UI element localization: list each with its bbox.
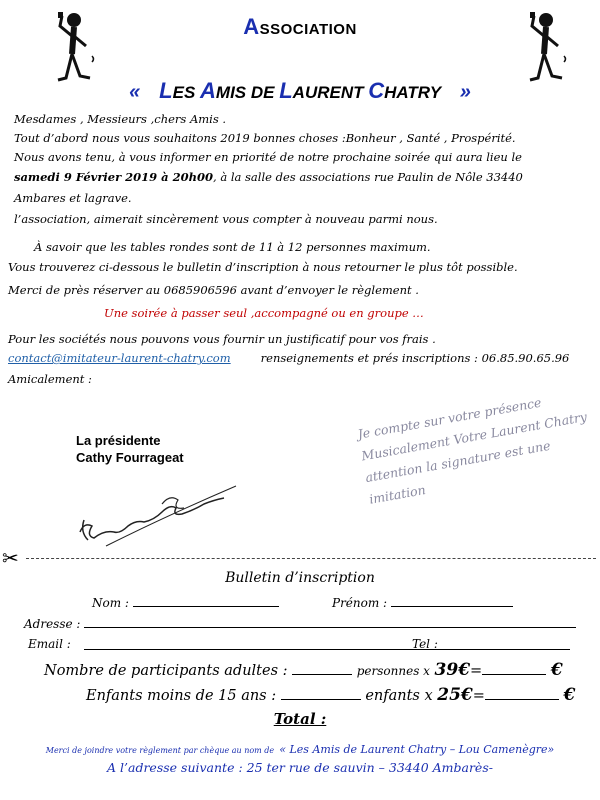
association-title-rest: SSOCIATION: [259, 21, 357, 38]
children-count-field[interactable]: [281, 687, 361, 700]
association-title-initial: A: [243, 14, 260, 39]
name-rest: HATRY: [384, 83, 441, 102]
name-rest: MIS DE: [215, 83, 280, 102]
adults-row: [44, 660, 563, 680]
event-date: samedi 9 Février 2019 à 20h00: [14, 170, 214, 184]
cut-line: [26, 558, 596, 559]
letter-line: Vous trouverez ci-dessous le bulletin d’inscription à nous retourner le plus tôt possible.: [8, 260, 518, 274]
closing: Amicalement :: [8, 372, 92, 386]
letter-line: Pour les sociétés nous pouvons vous fournir un justificatif pour vos frais .: [8, 332, 436, 346]
event-venue: , à la salle des associations rue Paulin de Nôle 33440: [213, 170, 523, 184]
nom-row: [92, 594, 279, 610]
adresse-row: [24, 615, 576, 631]
name-close-quote: »: [459, 81, 471, 103]
name-rest: ES: [172, 83, 201, 102]
total-label: [0, 710, 600, 728]
prenom-row: [332, 594, 513, 610]
adresse-field[interactable]: [84, 615, 576, 628]
adults-label: Nombre de participants adultes :: [44, 663, 288, 679]
event-date-line: [14, 168, 523, 187]
name-rest: AURENT: [292, 83, 369, 102]
handwritten-note-text: Je compte sur votre présence Musicalement Votre Laurent Chatry attention la signature est une imitation: [356, 394, 589, 507]
name-cap: A: [200, 78, 216, 103]
phone-info: renseignements et prés inscriptions : 06.85.90.65.96: [260, 351, 570, 365]
prenom-field[interactable]: [391, 594, 513, 607]
payment-instructions: [0, 738, 600, 757]
president-signature: [66, 474, 246, 554]
tagline: Une soirée à passer seul ,accompagné ou en groupe …: [104, 306, 424, 320]
children-row: [86, 685, 575, 705]
name-cap: L: [159, 78, 173, 103]
president-title: La présidente: [76, 433, 161, 448]
nom-label: Nom :: [92, 596, 129, 610]
association-title: [0, 14, 600, 40]
letter-line: Tout d’abord nous vous souhaitons 2019 bonnes choses :Bonheur , Santé , Prospérité.: [14, 131, 516, 145]
letter-line: l’association, aimerait sincèrement vous compter à nouveau parmi nous.: [14, 212, 438, 226]
handwritten-note: [356, 384, 600, 552]
email-field[interactable]: [84, 649, 570, 650]
name-open-quote: «: [129, 81, 141, 103]
adults-count-field[interactable]: [292, 662, 352, 675]
mailing-address: A l’adresse suivante : 25 ter rue de sauvin – 33440 Ambarès-: [107, 760, 493, 775]
contact-email-link[interactable]: contact@imitateur-laurent-chatry.com: [8, 351, 231, 365]
email-row: [28, 637, 71, 651]
letter-line: Mesdames , Messieurs ,chers Amis .: [14, 112, 227, 126]
email-label: Email :: [28, 637, 71, 651]
association-name: [0, 78, 600, 104]
scissors-icon: ✂: [2, 546, 19, 570]
adults-unit: personnes x: [356, 664, 430, 678]
name-cap: L: [279, 78, 293, 103]
total-label-text: Total :: [273, 710, 327, 728]
letter-line: Nous avons tenu, à vous informer en priorité de notre prochaine soirée qui aura lieu le: [14, 150, 522, 164]
adults-price: 39€: [434, 660, 471, 680]
children-price: 25€: [437, 685, 473, 705]
letter-line: Merci de près réserver au 0685906596 avant d’envoyer le règlement .: [8, 283, 419, 297]
children-unit: enfants x: [365, 688, 433, 704]
letter-line: À savoir que les tables rondes sont de 11 à 12 personnes maximum.: [34, 240, 431, 254]
currency-symbol: €: [550, 660, 563, 680]
prenom-label: Prénom :: [332, 596, 388, 610]
payee-name: « Les Amis de Laurent Chatry – Lou Camenègre»: [279, 743, 555, 756]
tel-label: Tel :: [412, 637, 438, 651]
nom-field[interactable]: [133, 594, 279, 607]
currency-symbol: €: [563, 685, 576, 705]
form-title: Bulletin d’inscription: [225, 570, 375, 586]
equals-sign: =: [472, 688, 485, 704]
children-label: Enfants moins de 15 ans :: [86, 688, 277, 704]
equals-sign: =: [470, 663, 483, 679]
adresse-label: Adresse :: [24, 617, 81, 631]
contact-line: [8, 349, 569, 368]
letter-line: Ambares et lagrave.: [14, 191, 132, 205]
payment-text: Merci de joindre votre règlement par chèque au nom de: [45, 746, 275, 755]
name-cap: C: [368, 78, 385, 103]
children-total-field[interactable]: [485, 687, 559, 700]
president-name: Cathy Fourrageat: [76, 450, 184, 465]
adults-total-field[interactable]: [482, 662, 546, 675]
